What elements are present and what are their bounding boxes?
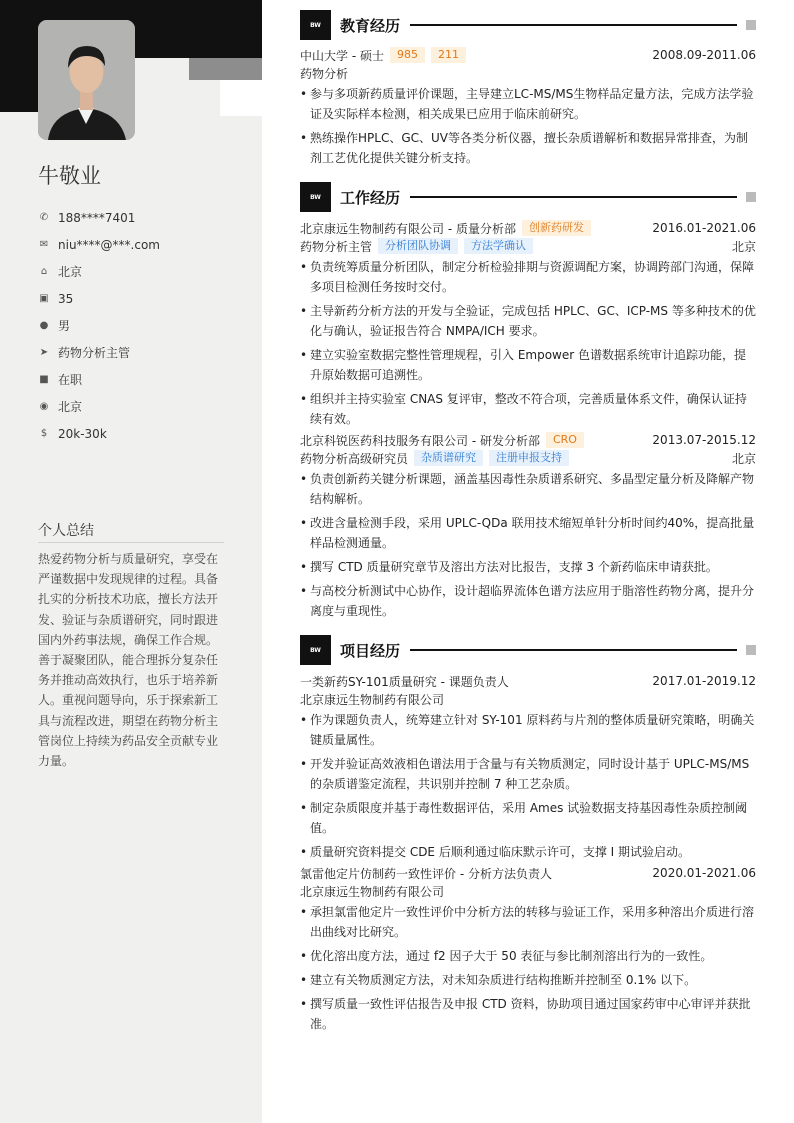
info-home — [38, 258, 238, 285]
info-age — [38, 285, 238, 312]
info-position — [38, 339, 238, 366]
section-square — [746, 192, 756, 202]
tag-badge: 注册申报支持 — [489, 450, 569, 466]
section-title: 教育经历 — [340, 16, 401, 35]
job-company: 北京科锐医药科技服务有限公司 - 研发分析部 — [300, 433, 540, 448]
position-text: 药物分析主管 — [58, 346, 131, 360]
school-name: 中山大学 - 硕士 — [300, 48, 384, 63]
project-org-row — [300, 690, 756, 708]
section-header — [300, 635, 756, 665]
cake-icon: ▣ — [39, 293, 49, 304]
project-header — [300, 864, 756, 882]
edu-header — [300, 46, 756, 64]
job-role-row — [300, 237, 756, 255]
decor-block — [220, 80, 262, 116]
bullet-item: • 负责创新药关键分析课题，涵盖基因毒性杂质谱系研究、多晶型定量分析及降解产物结构解析。 — [300, 469, 756, 509]
phone-text: 188****7401 — [58, 210, 136, 225]
project-date: 2017.01-2019.12 — [652, 674, 756, 688]
gender-icon: ● — [39, 320, 49, 331]
home-icon: ⌂ — [40, 266, 48, 277]
location-icon: ◉ — [39, 401, 49, 412]
email-text: niu****@***.com — [58, 237, 160, 252]
bullet-item: • 优化溶出度方法，通过 f2 因子大于 50 表征与参比制剂溶出行为的一致性。 — [300, 946, 756, 966]
info-gender — [38, 312, 238, 339]
work-section — [300, 182, 756, 621]
send-icon: ➤ — [39, 347, 49, 358]
profile-photo — [38, 20, 135, 140]
contact-info — [38, 204, 238, 447]
tag-badge: CRO — [546, 432, 584, 448]
info-email — [38, 231, 238, 258]
bullet-item: • 建立实验室数据完整性管理规程，引入 Empower 色谱数据系统审计追踪功能，提升原始数据可追溯性。 — [300, 345, 756, 385]
bullet-item: • 熟练操作HPLC、GC、UV等各类分析仪器，擅长杂质谱解析和数据异常排查，为制剂工艺优化提供关键分析支持。 — [300, 128, 756, 168]
section-title: 项目经历 — [340, 641, 401, 660]
job-header — [300, 219, 756, 237]
briefcase-icon: ■ — [39, 374, 49, 385]
phone-icon: ✆ — [39, 212, 49, 223]
bullet-item: • 承担氯雷他定片一致性评价中分析方法的转移与验证工作，采用多种溶出介质进行溶出曲线对比研究。 — [300, 902, 756, 942]
status-text: 在职 — [58, 373, 83, 387]
email-icon: ✉ — [39, 239, 49, 250]
candidate-name: 牛敬业 — [38, 164, 101, 188]
job-header — [300, 431, 756, 449]
edu-major: 药物分析 — [300, 66, 349, 81]
bullet-item: • 撰写 CTD 质量研究章节及溶出方法对比报告，支撑 3 个新药临床申请获批。 — [300, 557, 756, 577]
tag-badge: 方法学确认 — [464, 238, 533, 254]
section-header — [300, 10, 756, 40]
bullet-item: • 改进含量检测手段，采用 UPLC-QDa 联用技术缩短单针分析时间约40%，提高批量样品检测通量。 — [300, 513, 756, 553]
project-org: 北京康远生物制药有限公司 — [300, 692, 445, 707]
job-role-row — [300, 449, 756, 467]
project-name: 一类新药SY-101质量研究 - 课题负责人 — [300, 674, 509, 689]
bullet-item: • 建立有关物质测定方法，对未知杂质进行结构推断并控制至 0.1% 以下。 — [300, 970, 756, 990]
bullet-item: • 负责统筹质量分析团队，制定分析检验排期与资源调配方案，协调跨部门沟通，保障多项目检测任务按时交付。 — [300, 257, 756, 297]
salary-icon: $ — [40, 428, 48, 439]
age-text: 35 — [58, 291, 74, 306]
education-section — [300, 10, 756, 168]
section-divider — [410, 196, 737, 198]
job-company: 北京康远生物制药有限公司 - 质量分析部 — [300, 221, 516, 236]
tag-badge: 分析团队协调 — [378, 238, 458, 254]
info-location — [38, 393, 238, 420]
job-role: 药物分析高级研究员 — [300, 451, 409, 466]
project-header — [300, 672, 756, 690]
bullet-item: • 主导新药分析方法的开发与全验证，完成包括 HPLC、GC、ICP-MS 等多种技术的优化与确认，验证报告符合 NMPA/ICH 要求。 — [300, 301, 756, 341]
gender-text: 男 — [58, 319, 71, 333]
job-city: 北京 — [731, 239, 756, 254]
bullet-item: • 与高校分析测试中心协作，设计超临界流体色谱方法应用于脂溶性药物分离，提升分离度与重现性。 — [300, 581, 756, 621]
job-role: 药物分析主管 — [300, 239, 373, 254]
project-date: 2020.01-2021.06 — [652, 866, 756, 880]
bw-logo: BW — [300, 10, 331, 40]
job-date: 2013.07-2015.12 — [652, 433, 756, 447]
section-header — [300, 182, 756, 212]
salary-text: 20k-30k — [58, 426, 107, 441]
info-status — [38, 366, 238, 393]
info-phone — [38, 204, 238, 231]
bw-logo: BW — [300, 635, 331, 665]
tag-badge: 杂质谱研究 — [414, 450, 483, 466]
summary-title: 个人总结 — [38, 520, 224, 543]
sidebar — [0, 0, 262, 1123]
project-org: 北京康远生物制药有限公司 — [300, 884, 445, 899]
tag-badge: 211 — [431, 47, 466, 63]
section-divider — [410, 649, 737, 651]
decor-block — [189, 58, 262, 80]
bullet-item: • 开发并验证高效液相色谱法用于含量与有关物质测定，同时设计基于 UPLC-MS/MS 的杂质谱鉴定流程，共识别并控制 7 种工艺杂质。 — [300, 754, 756, 794]
section-title: 工作经历 — [340, 188, 401, 207]
bullet-item: • 参与多项新药质量评价课题，主导建立LC-MS/MS生物样品定量方法，完成方法学验证及实际样本检测，相关成果已应用于临床前研究。 — [300, 84, 756, 124]
bullet-item: • 质量研究资料提交 CDE 后顺利通过临床默示许可，支撑 I 期试验启动。 — [300, 842, 756, 862]
bullet-item: • 撰写质量一致性评估报告及申报 CTD 资料，协助项目通过国家药审中心审评并获批准。 — [300, 994, 756, 1034]
project-name: 氯雷他定片仿制药一致性评价 - 分析方法负责人 — [300, 866, 552, 881]
hometown-text: 北京 — [58, 265, 83, 279]
edu-major-row — [300, 64, 756, 82]
summary-text: 热爱药物分析与质量研究，享受在严谨数据中发现规律的过程。具备扎实的分析技术功底，擅长方法开发、验证与杂质谱研究，同时跟进国内外药事法规，确保工作合规。善于凝聚团队，能合理拆分复杂任务并推动高效执行，也乐于培养新人。重视问题导向，乐于探索新工具与流程改进，期望在药物分析主管岗位上持续为药品安全贡献专业力量。 — [38, 552, 219, 769]
job-city: 北京 — [731, 451, 756, 466]
info-salary — [38, 420, 238, 447]
section-square — [746, 645, 756, 655]
job-date: 2016.01-2021.06 — [652, 221, 756, 235]
decor-block — [0, 58, 38, 112]
bullet-item: • 组织并主持实验室 CNAS 复评审，整改不符合项，完善质量体系文件，确保认证持续有效。 — [300, 389, 756, 429]
section-divider — [410, 24, 737, 26]
location-text: 北京 — [58, 400, 83, 414]
edu-date: 2008.09-2011.06 — [652, 48, 756, 62]
projects-section — [300, 635, 756, 1034]
tag-badge: 创新药研发 — [522, 220, 591, 236]
bullet-item: • 作为课题负责人，统筹建立针对 SY-101 原料药与片剂的整体质量研究策略，明确关键质量属性。 — [300, 710, 756, 750]
tag-badge: 985 — [390, 47, 425, 63]
bw-logo: BW — [300, 182, 331, 212]
section-square — [746, 20, 756, 30]
project-org-row — [300, 882, 756, 900]
bullet-item: • 制定杂质限度并基于毒性数据评估，采用 Ames 试验数据支持基因毒性杂质控制阈值。 — [300, 798, 756, 838]
